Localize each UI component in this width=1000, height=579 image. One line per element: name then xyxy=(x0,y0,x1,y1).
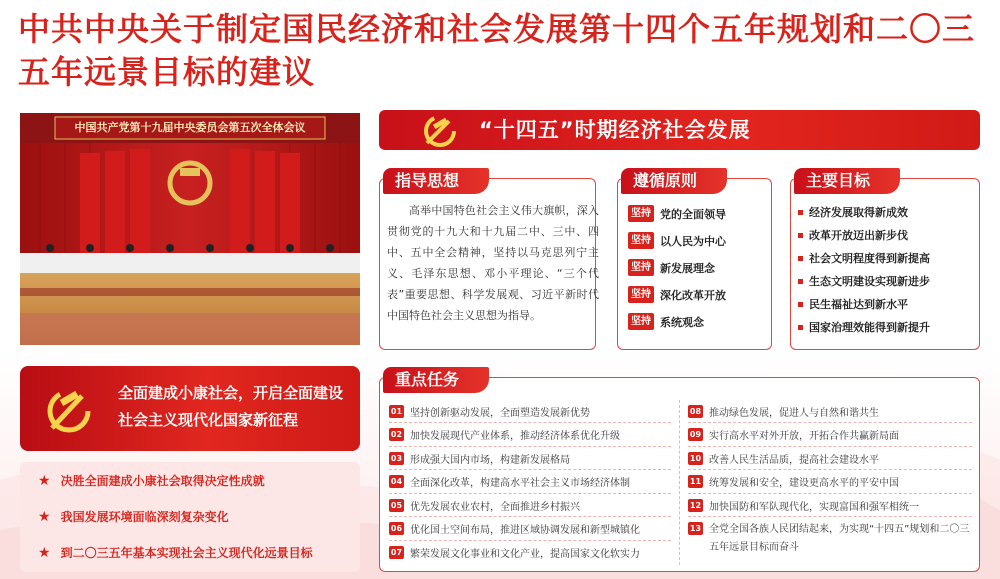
task-item xyxy=(389,474,630,490)
goal-item xyxy=(798,272,930,290)
guide-tab: 指导思想 xyxy=(383,168,489,194)
goal-item xyxy=(798,226,908,244)
task-number: 05 xyxy=(390,500,403,510)
principles-tab: 遵循原则 xyxy=(621,168,727,194)
principle-item xyxy=(628,232,726,249)
xiaokang-banner xyxy=(20,366,360,451)
task-number: 01 xyxy=(390,406,403,416)
goal-item xyxy=(798,203,908,221)
square-bullet-icon xyxy=(798,210,803,215)
task-number: 08 xyxy=(689,406,702,416)
task-number: 02 xyxy=(390,430,403,439)
principle-badge: 坚持 xyxy=(628,313,654,330)
guide-text: 高举中国特色社会主义伟大旗帜，深入贯彻党的十九大和十九届二中、三中、四中、五中全会精神，坚持以马克思列宁主义、毛泽东思想、邓小平理论、“三个代表”重要思想、科学发展观、习近平新时代中国特色社会主义思想为指导。 xyxy=(387,204,599,322)
achievement-item xyxy=(38,472,265,489)
principle-label: 党的全面领导 xyxy=(660,207,726,221)
square-bullet-icon xyxy=(798,279,803,284)
principle-item xyxy=(628,286,726,303)
task-divider xyxy=(389,469,671,470)
goals-tab: 主要目标 xyxy=(794,168,900,194)
principle-badge: 坚持 xyxy=(628,232,654,249)
principle-label: 深化改革开放 xyxy=(660,288,726,302)
plenary-illustration xyxy=(20,113,360,345)
task-divider xyxy=(389,516,671,517)
xiaokang-banner-text: 全面建成小康社会，开启全面建设社会主义现代化国家新征程 xyxy=(118,384,344,429)
task-number: 13 xyxy=(689,523,702,533)
task-number: 12 xyxy=(689,500,702,510)
star-icon: ★ xyxy=(38,544,51,561)
task-item xyxy=(688,450,879,466)
photo-banner-text: 中国共产党第十九届中央委员会第五次全体会议 xyxy=(74,121,306,134)
principle-item xyxy=(628,313,704,330)
principle-badge: 坚持 xyxy=(628,286,654,303)
task-divider xyxy=(688,422,972,423)
task-label: 优化国土空间布局，推进区域协调发展和新型城镇化 xyxy=(410,525,640,536)
task-label: 形成强大国内市场，构建新发展格局 xyxy=(410,454,570,466)
goal-label: 国家治理效能得到新提升 xyxy=(809,321,930,334)
hero-bar xyxy=(379,110,980,150)
star-icon: ★ xyxy=(38,508,51,525)
task-divider xyxy=(688,469,972,470)
task-label: 统筹发展和安全，建设更高水平的平安中国 xyxy=(709,478,899,489)
task-divider xyxy=(389,540,671,541)
principle-badge: 坚持 xyxy=(628,259,654,276)
square-bullet-icon xyxy=(798,325,803,330)
principle-item xyxy=(628,205,726,222)
achievement-item xyxy=(38,544,313,561)
achievement-label: 到二〇三五年基本实现社会主义现代化远景目标 xyxy=(60,546,313,560)
task-item xyxy=(389,521,640,537)
task-divider xyxy=(688,516,972,517)
task-label: 优先发展农业农村，全面推进乡村振兴 xyxy=(410,501,580,513)
page-title: 中共中央关于制定国民经济和社会发展第十四个五年规划和二〇三五年远景目标的建议 xyxy=(18,10,976,91)
achievement-item xyxy=(38,508,229,525)
task-item xyxy=(688,497,919,513)
task-divider xyxy=(389,446,671,447)
task-divider xyxy=(389,422,671,423)
task-column-divider xyxy=(679,400,680,565)
principle-item xyxy=(628,259,715,276)
task-item xyxy=(389,403,590,419)
square-bullet-icon xyxy=(798,302,803,307)
task-number: 07 xyxy=(390,547,403,557)
goal-item xyxy=(798,318,930,336)
task-label: 改善人民生活品质，提高社会建设水平 xyxy=(709,454,879,466)
plenary-session-photo xyxy=(20,113,360,345)
task-divider xyxy=(688,446,972,447)
goal-label: 社会文明程度得到新提高 xyxy=(809,252,930,265)
task-label: 坚持创新驱动发展，全面塑造发展新优势 xyxy=(410,407,590,419)
task-item xyxy=(389,544,640,560)
goal-label: 民生福祉达到新水平 xyxy=(809,298,908,311)
achievement-label: 决胜全面建成小康社会取得决定性成就 xyxy=(60,474,265,488)
task-label: 加快国防和军队现代化，实现富国和强军相统一 xyxy=(709,501,919,513)
tasks-tab: 重点任务 xyxy=(383,367,489,393)
principle-label: 以人民为中心 xyxy=(660,234,726,248)
party-emblem-icon xyxy=(38,381,100,437)
task-label: 繁荣发展文化事业和文化产业，提高国家文化软实力 xyxy=(410,548,640,560)
task-item xyxy=(389,450,570,466)
task-label: 加快发展现代产业体系，推动经济体系优化升级 xyxy=(410,431,620,442)
task-number: 10 xyxy=(689,453,702,463)
task-label: 推动绿色发展，促进人与自然和谐共生 xyxy=(709,407,879,419)
task-item xyxy=(389,427,620,443)
task-item xyxy=(389,497,580,513)
goal-label: 经济发展取得新成效 xyxy=(809,206,908,219)
achievement-label: 我国发展环境面临深刻复杂变化 xyxy=(60,510,229,524)
square-bullet-icon xyxy=(798,233,803,238)
principle-label: 新发展理念 xyxy=(660,261,715,275)
task-number: 06 xyxy=(390,524,403,533)
party-emblem-icon xyxy=(415,111,465,149)
task-divider xyxy=(688,493,972,494)
goal-item xyxy=(798,249,930,267)
principle-label: 系统观念 xyxy=(660,315,704,329)
task-item xyxy=(688,474,899,490)
task-label: 实行高水平对外开放，开拓合作共赢新局面 xyxy=(709,431,899,442)
task-item xyxy=(688,403,879,419)
task-number: 09 xyxy=(689,430,702,439)
goal-item xyxy=(798,295,908,313)
task-item xyxy=(688,427,899,443)
principle-badge: 坚持 xyxy=(628,205,654,222)
task-divider xyxy=(389,493,671,494)
task-label: 全面深化改革，构建高水平社会主义市场经济体制 xyxy=(410,478,630,489)
goal-label: 改革开放迈出新步伐 xyxy=(809,229,908,242)
star-icon: ★ xyxy=(38,472,51,489)
square-bullet-icon xyxy=(798,256,803,261)
goal-label: 生态文明建设实现新进步 xyxy=(809,275,930,288)
task-number: 04 xyxy=(390,477,403,486)
task-number: 03 xyxy=(390,453,403,463)
task-label: 全党全国各族人民团结起来，为实现“十四五”规划和二〇三五年远景目标而奋斗 xyxy=(709,523,970,553)
hero-title: “十四五”时期经济社会发展 xyxy=(479,118,751,142)
task-item xyxy=(688,521,974,561)
task-number: 11 xyxy=(689,477,702,486)
